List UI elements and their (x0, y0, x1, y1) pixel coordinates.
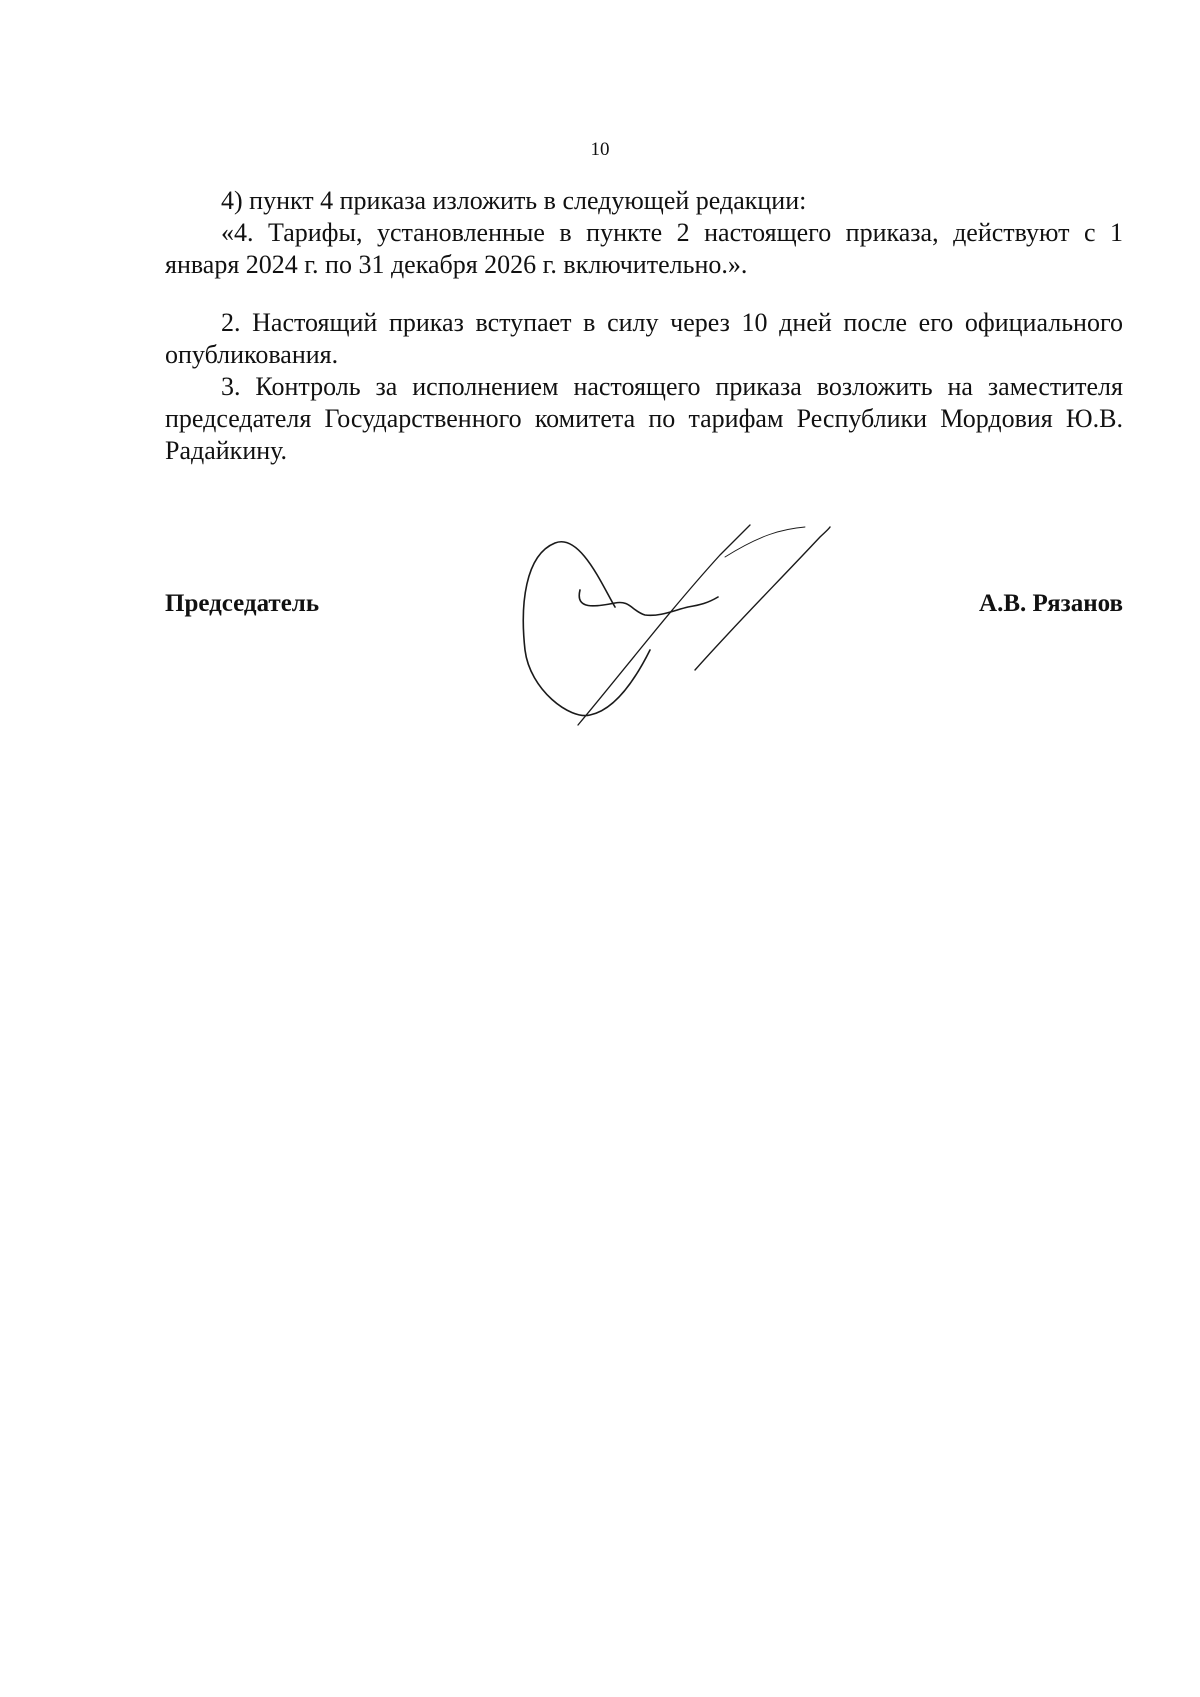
signatory-name: А.В. Рязанов (979, 590, 1123, 617)
signatory-position: Председатель (165, 590, 320, 617)
paragraph-tariff-validity: «4. Тарифы, установленные в пункте 2 настоящего приказа, действуют с 1 января 2024 г. по 31 декабря 2026 г. включительно.». (165, 218, 1123, 279)
paragraph-effective-date: 2. Настоящий приказ вступает в силу через 10 дней после его официального опубликования. (165, 308, 1123, 369)
paragraph-amendment-item-4: 4) пункт 4 приказа изложить в следующей редакции: (221, 186, 807, 215)
document-body (165, 185, 1123, 467)
page-number: 10 (590, 139, 610, 160)
handwritten-signature (520, 515, 850, 745)
paragraph-control: 3. Контроль за исполнением настоящего приказа возложить на заместителя председателя Государственного комитета по тарифам Республики Мордовия Ю.В. Радайкину. (165, 372, 1123, 465)
